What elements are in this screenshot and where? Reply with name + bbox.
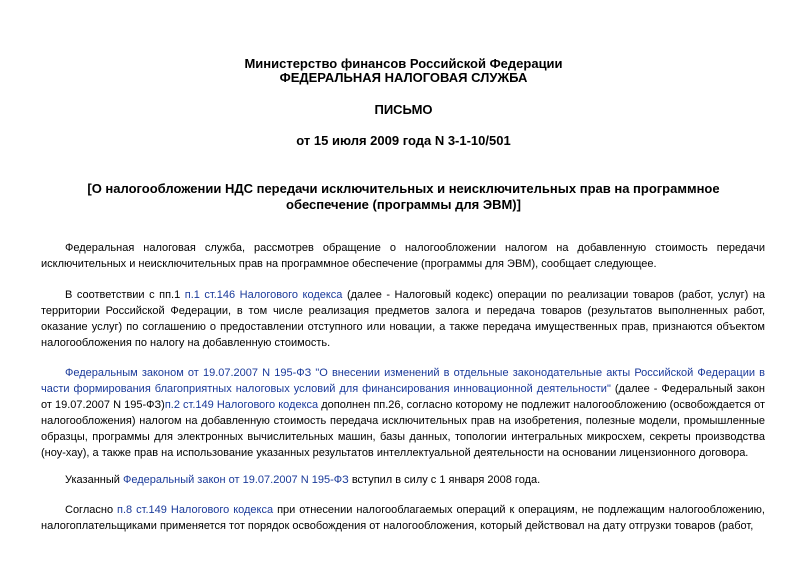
ministry-heading: Министерство финансов Российской Федерации <box>244 56 563 71</box>
doc-title-line2: обеспечение (программы для ЭВМ)] <box>286 197 521 212</box>
paragraph-4-text-a: Указанный <box>65 474 123 486</box>
paragraph-1 <box>41 240 765 272</box>
paragraph-3-text-a: (далее - Федеральный закон от 19.07.2007 N 195-ФЗ) <box>41 383 765 411</box>
link-federal-law-195-short[interactable]: Федеральный закон от 19.07.2007 N 195-ФЗ <box>122 474 349 486</box>
paragraph-3-text-b: дополнен пп.26, согласно которому не подлежит налогообложению (освобождается от налогообложения) налогом на добавленную стоимость передача исключительных прав на изобретения, полезные модели, промышленные образцы, программы для электронных вычислительных машин, базы данных, топологии интегральных микросхем, секреты производства (ноу-хау), а также прав на использование указанных результатов интеллектуальной деятельности на основании лицензионного договора. <box>41 399 765 459</box>
paragraph-4 <box>41 472 765 488</box>
paragraph-5-text-a: Согласно <box>65 504 118 516</box>
service-heading: ФЕДЕРАЛЬНАЯ НАЛОГОВАЯ СЛУЖБА <box>279 70 528 85</box>
link-federal-law-195[interactable]: Федеральным законом от 19.07.2007 N 195-ФЗ "О внесении изменений в отдельные законодательные акты Российской Федерации в части формирования благоприятных налоговых условий для финансирования инновационной деятельности" <box>41 367 765 395</box>
doc-type-heading: ПИСЬМО <box>374 102 433 117</box>
paragraph-3 <box>41 365 765 461</box>
paragraph-1-text: Федеральная налоговая служба, рассмотрев обращение о налогообложении налогом на добавленную стоимость передачи исключительных и неисключительных прав на программное обеспечение (программы для ЭВМ), сообщает следующее. <box>41 242 765 270</box>
link-tax-code-art146[interactable]: п.1 ст.146 Налогового кодекса <box>184 289 343 301</box>
paragraph-2-text-b: (далее - Налоговый кодекс) операции по реализации товаров (работ, услуг) на территории Российской Федерации, в том числе реализация предметов залога и передача товаров (результатов выполненных работ, оказание услуг) по соглашению о предоставлении отступного или новации, а также передача имущественных прав, признаются объектом налогообложения по налогу на добавленную стоимость. <box>41 289 766 349</box>
link-tax-code-art149-p8[interactable]: п.8 ст.149 Налогового кодекса <box>117 504 274 516</box>
paragraph-4-text-b: вступил в силу с 1 января 2008 года. <box>348 474 541 486</box>
paragraph-2 <box>41 287 765 351</box>
paragraph-2-text-a: В соответствии с пп.1 <box>65 289 185 301</box>
date-number-heading: от 15 июля 2009 года N 3-1-10/501 <box>296 133 511 148</box>
paragraph-5-text-b: при отнесении налогооблагаемых операций к операциям, не подлежащим налогообложению, налогоплательщиками применяется тот порядок освобождения от налогообложения, который действовал на дату отгрузки товаров (работ, <box>41 504 765 532</box>
doc-title-line1: [О налогообложении НДС передачи исключительных и неисключительных прав на программное <box>87 181 720 196</box>
link-tax-code-art149-p2[interactable]: п.2 ст.149 Налогового кодекса <box>164 399 319 411</box>
paragraph-5 <box>41 502 765 534</box>
